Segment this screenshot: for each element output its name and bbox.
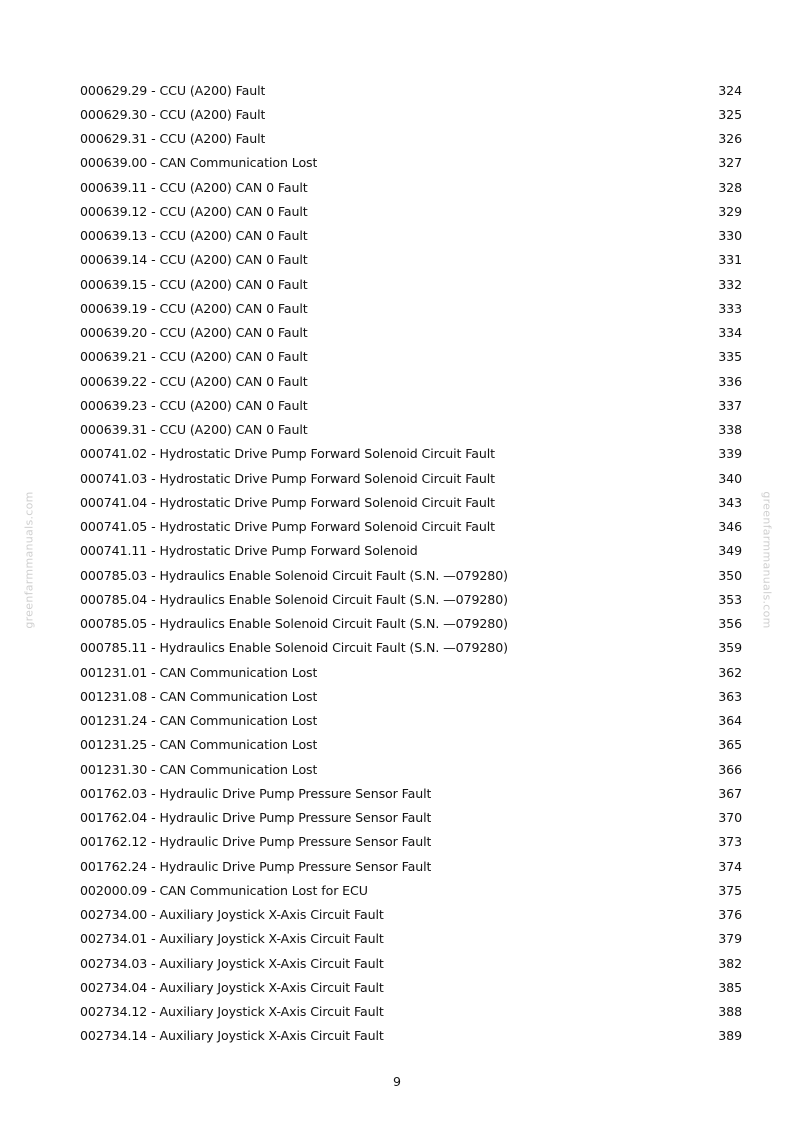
toc-entry[interactable]: [80, 587, 742, 611]
toc-entry-page: 385: [718, 979, 742, 995]
toc-entry[interactable]: [80, 345, 742, 369]
toc-entry-title: 002734.00 - Auxiliary Joystick X-Axis Circuit Fault: [80, 907, 384, 923]
toc-entry-page: 346: [718, 519, 742, 535]
toc-entry[interactable]: [80, 224, 742, 248]
toc-entry-page: 367: [718, 785, 742, 801]
toc-entry-title: 000639.31 - CCU (A200) CAN 0 Fault: [80, 422, 308, 438]
toc-entry-title: 002734.01 - Auxiliary Joystick X-Axis Circuit Fault: [80, 931, 384, 947]
toc-entry-title: 000639.22 - CCU (A200) CAN 0 Fault: [80, 373, 308, 389]
toc-entry-page: 336: [718, 373, 742, 389]
toc-entry-title: 001231.30 - CAN Communication Lost: [80, 761, 318, 777]
toc-entry[interactable]: [80, 927, 742, 951]
toc-entry-title: 002734.14 - Auxiliary Joystick X-Axis Circuit Fault: [80, 1028, 384, 1044]
toc-entry[interactable]: [80, 854, 742, 878]
toc-entry-title: 001231.01 - CAN Communication Lost: [80, 664, 318, 680]
toc-entry[interactable]: [80, 393, 742, 417]
toc-entry[interactable]: [80, 321, 742, 345]
toc-entry[interactable]: [80, 878, 742, 902]
toc-entry-page: 364: [718, 713, 742, 729]
toc-entry-page: 375: [718, 882, 742, 898]
toc-entry-page: 356: [718, 616, 742, 632]
toc-entry-title: 001231.08 - CAN Communication Lost: [80, 688, 318, 704]
toc-entry-page: 362: [718, 664, 742, 680]
toc-entry-page: 340: [718, 470, 742, 486]
toc-entry[interactable]: [80, 563, 742, 587]
toc-entry-page: 379: [718, 931, 742, 947]
toc-entry-page: 382: [718, 955, 742, 971]
watermark-left: greenfarmmanuals.com: [22, 491, 36, 629]
toc-entry[interactable]: [80, 709, 742, 733]
toc-entry-title: 002734.03 - Auxiliary Joystick X-Axis Circuit Fault: [80, 955, 384, 971]
toc-entry-title: 002734.12 - Auxiliary Joystick X-Axis Circuit Fault: [80, 1004, 384, 1020]
toc-entry-title: 001762.03 - Hydraulic Drive Pump Pressure Sensor Fault: [80, 785, 432, 801]
toc-entry-page: 359: [718, 640, 742, 656]
toc-entry-title: 000785.03 - Hydraulics Enable Solenoid Circuit Fault (S.N. —079280): [80, 567, 508, 583]
toc-entry-page: 327: [718, 155, 742, 171]
toc-entry[interactable]: [80, 466, 742, 490]
page-number: 9: [392, 1074, 401, 1089]
toc-entry[interactable]: [80, 539, 742, 563]
toc-entry-page: 370: [718, 810, 742, 826]
toc-entry[interactable]: [80, 151, 742, 175]
watermark-right: greenfarmmanuals.com: [760, 491, 774, 629]
toc-entry-page: 337: [718, 397, 742, 413]
toc-entry-title: 000639.14 - CCU (A200) CAN 0 Fault: [80, 252, 308, 268]
toc-entry-page: 338: [718, 422, 742, 438]
toc-entry-title: 000639.15 - CCU (A200) CAN 0 Fault: [80, 276, 308, 292]
toc-entry[interactable]: [80, 1024, 742, 1048]
toc-entry-title: 000629.30 - CCU (A200) Fault: [80, 106, 266, 122]
toc-entry-page: 363: [718, 688, 742, 704]
toc-entry[interactable]: [80, 903, 742, 927]
toc-entry-title: 000639.20 - CCU (A200) CAN 0 Fault: [80, 325, 308, 341]
toc-entry[interactable]: [80, 684, 742, 708]
toc-entry[interactable]: [80, 78, 742, 102]
toc-entry-title: 002734.04 - Auxiliary Joystick X-Axis Circuit Fault: [80, 979, 384, 995]
toc-entry[interactable]: [80, 369, 742, 393]
toc-entry-title: 001762.24 - Hydraulic Drive Pump Pressure Sensor Fault: [80, 858, 432, 874]
toc-entry-title: 000639.12 - CCU (A200) CAN 0 Fault: [80, 203, 308, 219]
toc-entry-page: 365: [718, 737, 742, 753]
toc-entry-page: 329: [718, 203, 742, 219]
toc-entry[interactable]: [80, 781, 742, 805]
toc-entry[interactable]: [80, 490, 742, 514]
toc-entry[interactable]: [80, 418, 742, 442]
toc-entry-page: 376: [718, 907, 742, 923]
toc-entry-page: 334: [718, 325, 742, 341]
toc-entry-page: 324: [718, 82, 742, 98]
toc-entry[interactable]: [80, 757, 742, 781]
toc-entry-title: 000639.13 - CCU (A200) CAN 0 Fault: [80, 228, 308, 244]
toc-entry[interactable]: [80, 296, 742, 320]
toc-entry-page: 325: [718, 106, 742, 122]
table-of-contents: [80, 78, 742, 1048]
toc-entry-page: 366: [718, 761, 742, 777]
toc-entry[interactable]: [80, 248, 742, 272]
toc-entry[interactable]: [80, 199, 742, 223]
toc-entry-page: 326: [718, 131, 742, 147]
toc-entry[interactable]: [80, 660, 742, 684]
toc-entry[interactable]: [80, 636, 742, 660]
toc-entry-title: 000741.04 - Hydrostatic Drive Pump Forward Solenoid Circuit Fault: [80, 494, 495, 510]
toc-entry-page: 343: [718, 494, 742, 510]
toc-entry-page: 374: [718, 858, 742, 874]
toc-entry-page: 350: [718, 567, 742, 583]
toc-entry-page: 333: [718, 300, 742, 316]
toc-entry[interactable]: [80, 612, 742, 636]
toc-entry[interactable]: [80, 175, 742, 199]
toc-entry-title: 000639.11 - CCU (A200) CAN 0 Fault: [80, 179, 308, 195]
toc-entry-title: 000629.31 - CCU (A200) Fault: [80, 131, 266, 147]
toc-entry-title: 000639.19 - CCU (A200) CAN 0 Fault: [80, 300, 308, 316]
toc-entry-page: 328: [718, 179, 742, 195]
toc-entry-title: 000629.29 - CCU (A200) Fault: [80, 82, 266, 98]
toc-entry[interactable]: [80, 830, 742, 854]
toc-entry[interactable]: [80, 1000, 742, 1024]
toc-entry-page: 389: [718, 1028, 742, 1044]
toc-entry-title: 000741.05 - Hydrostatic Drive Pump Forward Solenoid Circuit Fault: [80, 519, 495, 535]
toc-entry-title: 001231.25 - CAN Communication Lost: [80, 737, 318, 753]
toc-entry-page: 388: [718, 1004, 742, 1020]
toc-entry-page: 373: [718, 834, 742, 850]
toc-entry-title: 000785.04 - Hydraulics Enable Solenoid Circuit Fault (S.N. —079280): [80, 591, 508, 607]
toc-entry[interactable]: [80, 272, 742, 296]
toc-entry[interactable]: [80, 806, 742, 830]
toc-entry-title: 001231.24 - CAN Communication Lost: [80, 713, 318, 729]
toc-entry-title: 000741.02 - Hydrostatic Drive Pump Forward Solenoid Circuit Fault: [80, 446, 495, 462]
toc-entry[interactable]: [80, 102, 742, 126]
toc-entry-title: 001762.12 - Hydraulic Drive Pump Pressure Sensor Fault: [80, 834, 432, 850]
toc-entry[interactable]: [80, 127, 742, 151]
toc-entry-title: 000785.11 - Hydraulics Enable Solenoid Circuit Fault (S.N. —079280): [80, 640, 508, 656]
toc-entry-page: 335: [718, 349, 742, 365]
toc-entry-title: 000639.23 - CCU (A200) CAN 0 Fault: [80, 397, 308, 413]
toc-entry-page: 331: [718, 252, 742, 268]
toc-entry-title: 000785.05 - Hydraulics Enable Solenoid Circuit Fault (S.N. —079280): [80, 616, 508, 632]
toc-entry-title: 002000.09 - CAN Communication Lost for ECU: [80, 882, 368, 898]
toc-entry[interactable]: [80, 951, 742, 975]
toc-entry-page: 349: [718, 543, 742, 559]
toc-entry-title: 001762.04 - Hydraulic Drive Pump Pressure Sensor Fault: [80, 810, 432, 826]
toc-entry-page: 332: [718, 276, 742, 292]
toc-entry-title: 000639.00 - CAN Communication Lost: [80, 155, 318, 171]
toc-entry[interactable]: [80, 975, 742, 999]
toc-entry[interactable]: [80, 515, 742, 539]
toc-entry-title: 000741.03 - Hydrostatic Drive Pump Forward Solenoid Circuit Fault: [80, 470, 495, 486]
toc-entry-page: 339: [718, 446, 742, 462]
toc-entry-title: 000639.21 - CCU (A200) CAN 0 Fault: [80, 349, 308, 365]
toc-entry[interactable]: [80, 442, 742, 466]
toc-entry[interactable]: [80, 733, 742, 757]
toc-entry-page: 330: [718, 228, 742, 244]
toc-entry-title: 000741.11 - Hydrostatic Drive Pump Forward Solenoid: [80, 543, 418, 559]
toc-entry-page: 353: [718, 591, 742, 607]
